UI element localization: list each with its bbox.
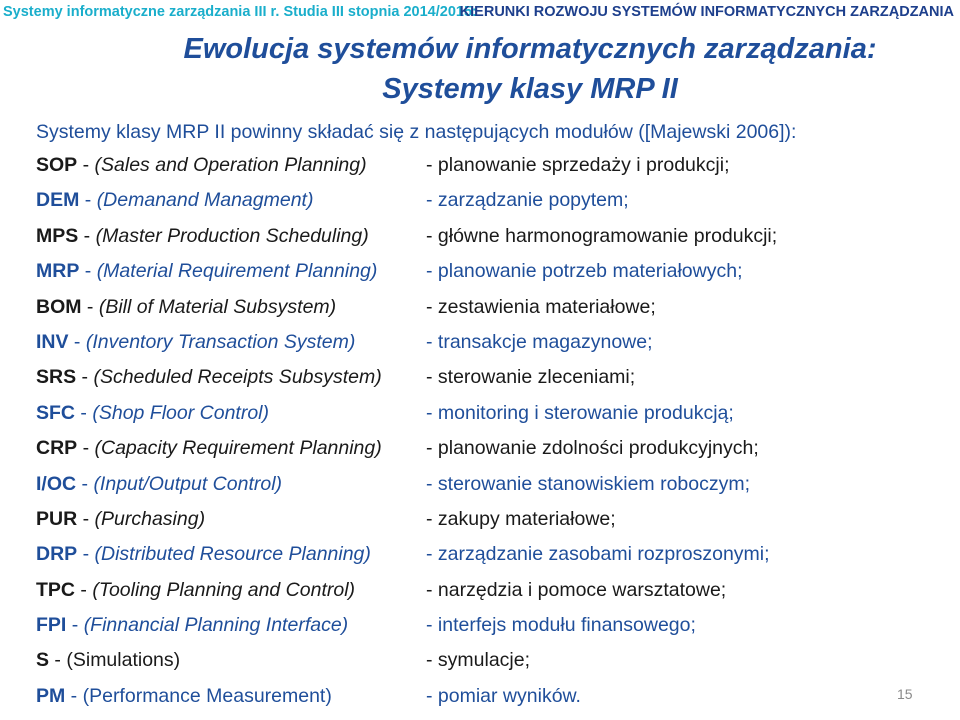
module-separator: -: [77, 543, 95, 566]
module-code: CRP: [36, 437, 78, 460]
module-separator: -: [49, 649, 67, 672]
module-separator: -: [77, 437, 95, 460]
module-row: [36, 437, 936, 472]
module-full-name: (Performance Measurement): [82, 684, 332, 707]
module-full-name: (Material Requirement Planning): [96, 260, 378, 283]
module-full-name: (Finnancial Planning Interface): [83, 614, 349, 637]
slide-title-line2: Systemy klasy MRP II: [382, 73, 678, 105]
module-description: - monitoring i sterowanie produkcją;: [426, 401, 734, 424]
module-separator: -: [77, 154, 95, 176]
module-separator: -: [76, 472, 94, 495]
module-row: [36, 543, 936, 578]
module-separator: -: [78, 224, 96, 247]
module-code: S: [36, 649, 50, 672]
module-separator: -: [75, 578, 93, 601]
module-row: [36, 508, 936, 543]
module-code: MRP: [36, 260, 80, 283]
module-full-name: (Capacity Requirement Planning): [94, 437, 382, 460]
module-description: - planowanie potrzeb materiałowych;: [426, 260, 743, 283]
module-separator: -: [68, 330, 86, 353]
module-full-name: (Input/Output Control): [93, 472, 283, 495]
module-separator: -: [66, 614, 84, 637]
module-description: - zakupy materiałowe;: [426, 507, 616, 530]
module-separator: -: [75, 401, 93, 424]
module-code: MPS: [36, 224, 79, 247]
header-course: [3, 4, 477, 20]
module-description: - główne harmonogramowanie produkcji;: [426, 224, 778, 247]
module-description: - transakcje magazynowe;: [426, 330, 653, 353]
module-description: - planowanie sprzedaży i produkcji;: [426, 154, 730, 176]
module-description: - narzędzia i pomoce warsztatowe;: [426, 578, 727, 601]
module-description: - planowanie zdolności produkcyjnych;: [426, 437, 759, 460]
module-full-name: (Master Production Scheduling): [95, 224, 369, 247]
module-row: [36, 189, 936, 224]
module-description: - pomiar wyników.: [426, 684, 581, 707]
module-description: - sterowanie stanowiskiem roboczym;: [426, 472, 751, 495]
module-full-name: (Scheduled Receipts Subsystem): [93, 366, 382, 389]
module-row: [36, 154, 936, 189]
module-full-name: (Tooling Planning and Control): [92, 578, 356, 601]
module-code: DEM: [36, 189, 80, 212]
module-full-name: (Sales and Operation Planning): [94, 154, 367, 176]
module-separator: -: [81, 295, 99, 318]
module-full-name: (Bill of Material Subsystem): [98, 295, 337, 318]
module-row: [36, 296, 936, 331]
module-code: PM: [36, 684, 66, 707]
module-row: [36, 649, 936, 684]
header-topic: KIERUNKI ROZWOJU SYSTEMÓW INFORMATYCZNYCH ZARZĄDZANIA: [459, 4, 954, 20]
module-list: [36, 154, 936, 720]
slide-header: [0, 0, 960, 26]
slide-title-line1: Ewolucja systemów informatycznych zarządzania:: [183, 33, 877, 65]
page-number: 15: [897, 686, 913, 702]
module-description: - interfejs modułu finansowego;: [426, 614, 696, 637]
module-description: - symulacje;: [426, 649, 531, 672]
module-separator: -: [65, 684, 83, 707]
module-row: [36, 473, 936, 508]
module-description: - zarządzanie popytem;: [426, 189, 629, 212]
module-full-name: (Purchasing): [94, 507, 206, 530]
module-row: [36, 685, 936, 720]
module-code: TPC: [36, 578, 75, 601]
module-description: - zarządzanie zasobami rozproszonymi;: [426, 543, 770, 566]
module-full-name: (Distributed Resource Planning): [94, 543, 371, 566]
module-code: PUR: [36, 507, 78, 530]
module-code: DRP: [36, 543, 78, 566]
module-row: [36, 614, 936, 649]
module-code: BOM: [36, 295, 82, 318]
module-row: [36, 402, 936, 437]
module-code: FPI: [36, 614, 67, 637]
module-separator: -: [76, 366, 94, 389]
module-row: [36, 579, 936, 614]
header-course-name: Systemy informatyczne zarządzania III r.: [3, 4, 280, 20]
module-row: [36, 260, 936, 295]
module-code: I/OC: [36, 472, 77, 495]
header-study-level: Studia III stopnia 2014/2015:: [283, 4, 477, 20]
module-row: [36, 366, 936, 401]
intro-text: Systemy klasy MRP II powinny składać się z następujących modułów ([Majewski 2006]):: [36, 121, 797, 143]
module-separator: -: [79, 189, 97, 212]
module-description: - zestawienia materiałowe;: [426, 295, 656, 318]
module-code: SRS: [36, 366, 77, 389]
module-full-name: (Demanand Managment): [96, 189, 314, 212]
module-code: SFC: [36, 401, 75, 424]
module-description: - sterowanie zleceniami;: [426, 366, 636, 389]
module-row: [36, 331, 936, 366]
module-full-name: (Simulations): [66, 649, 181, 672]
module-code: SOP: [36, 154, 78, 176]
module-code: INV: [36, 330, 69, 353]
module-separator: -: [77, 507, 95, 530]
module-row: [36, 225, 936, 260]
module-full-name: (Shop Floor Control): [92, 401, 269, 424]
module-separator: -: [79, 260, 97, 283]
module-full-name: (Inventory Transaction System): [85, 330, 356, 353]
